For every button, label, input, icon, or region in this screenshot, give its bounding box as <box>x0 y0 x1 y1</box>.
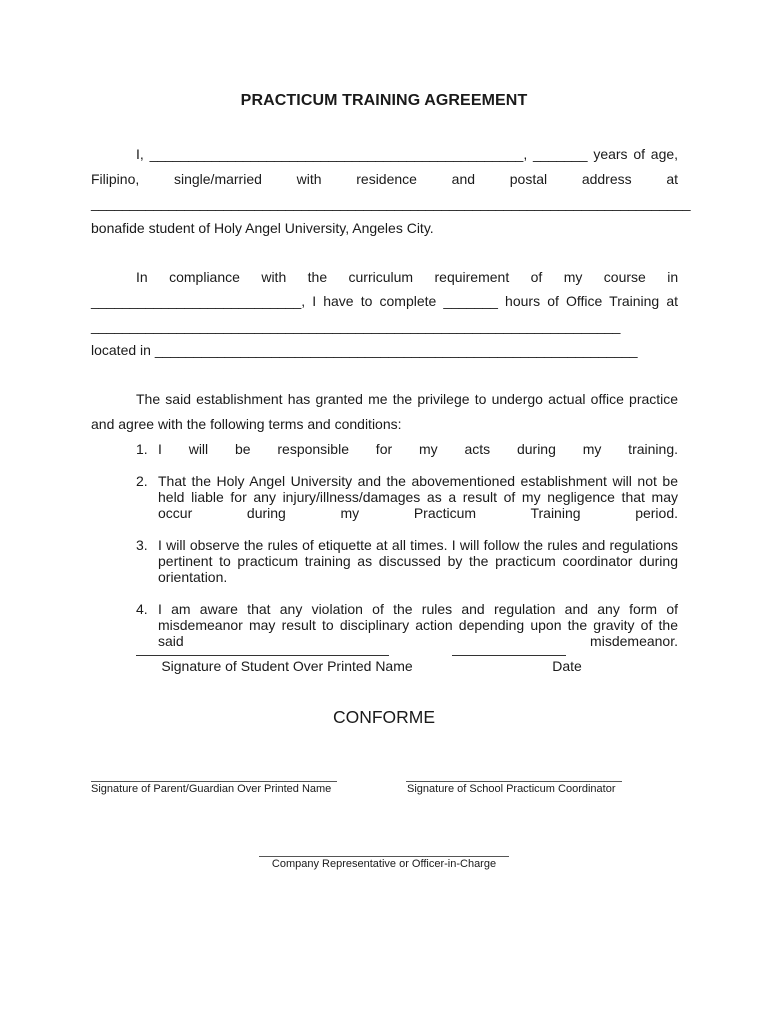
paragraph2-line2 <box>91 293 678 310</box>
student-signature-label: Signature of Student Over Printed Name <box>161 658 413 674</box>
p2l2-word: have <box>323 293 354 309</box>
paragraph2-line4 <box>91 342 638 359</box>
p2l2-word: Training <box>609 293 660 309</box>
p3l1-word: to <box>474 391 487 407</box>
p2l1-word: In <box>136 269 148 285</box>
p2l1-word: my <box>563 269 583 285</box>
p2l1-word: in <box>667 269 679 285</box>
p3l1-word: The <box>136 391 161 407</box>
location-blank: ______________________________________________________________ <box>154 342 638 358</box>
p1-lead: I, <box>136 146 144 162</box>
student-signature-line <box>136 655 389 656</box>
term-text: I am aware that any violation of the rules and regulation and any form of misdemeanor may result to disciplinary action depending upon the gravity of the said misdemeanor. <box>158 601 678 649</box>
hours-blank: _______ <box>443 293 498 309</box>
term-number: 1. <box>136 441 148 457</box>
term-item <box>136 473 678 537</box>
p2l2-word: of <box>547 293 559 309</box>
term-text: I will be responsible for my acts during my training. <box>158 441 678 457</box>
paragraph1-line2 <box>91 171 678 188</box>
p1l2-word: address <box>581 171 632 187</box>
p2l2-word: at <box>666 293 679 309</box>
course-blank: ___________________________, <box>91 293 306 309</box>
p1l2-word: with <box>296 171 322 187</box>
p3l1-word: office <box>590 391 624 407</box>
term-item <box>136 537 678 601</box>
p2l2-word: to <box>360 293 373 309</box>
p1l2-word: at <box>666 171 679 187</box>
parent-signature-label: Signature of Parent/Guardian Over Printed Name <box>91 783 332 795</box>
paragraph2-line1 <box>91 269 678 286</box>
p2l1-word: the <box>307 269 328 285</box>
term-item <box>136 441 678 473</box>
term-text: I will observe the rules of etiquette at all times. I will follow the rules and regulations pertinent to practicum training as discussed by the practicum coordinator during orientation. <box>158 537 678 585</box>
parent-signature-line <box>91 781 337 782</box>
p3l1-word: me <box>368 391 388 407</box>
p3l1-word: actual <box>548 391 586 407</box>
paragraph3-line1 <box>91 391 678 408</box>
term-number: 3. <box>136 537 148 553</box>
p3l1-word: practice <box>629 391 679 407</box>
conforme-heading: CONFORME <box>332 707 436 727</box>
term-number: 2. <box>136 473 148 489</box>
paragraph3-line2: and agree with the following terms and conditions: <box>91 416 402 432</box>
p3l1-word: establishment <box>196 391 283 407</box>
p2l1-word: compliance <box>169 269 240 285</box>
term-text: That the Holy Angel University and the abovementioned establishment will not be held liable for any injury/illness/damages as a result of my negligence that may occur during my Practicum Training period. <box>158 473 678 521</box>
p2l2-word: hours <box>505 293 541 309</box>
p3l1-word: the <box>392 391 413 407</box>
p1l2-word: residence <box>356 171 417 187</box>
date-line <box>452 655 566 656</box>
p2l1-word: course <box>603 269 646 285</box>
document-title: PRACTICUM TRAINING AGREEMENT <box>240 92 528 109</box>
term-number: 4. <box>136 601 148 617</box>
p1l2-word: Filipino, <box>91 171 140 187</box>
company-signature-label: Company Representative or Officer-in-Charge <box>271 858 497 870</box>
student-name-blank: ________________________________________________, <box>149 146 528 162</box>
p2l2-word: Office <box>565 293 603 309</box>
p1l2-word: postal <box>509 171 548 187</box>
p2l1-word: requirement <box>434 269 510 285</box>
p2l2-word: I <box>312 293 317 309</box>
p3l1-word: said <box>165 391 191 407</box>
p3l1-word: privilege <box>417 391 470 407</box>
located-in-label: located in <box>91 342 151 358</box>
coordinator-signature-label: Signature of School Practicum Coordinator <box>407 783 616 795</box>
age-blank: _______ <box>533 146 588 162</box>
company-signature-line <box>259 856 509 857</box>
p3l1-word: has <box>287 391 311 407</box>
date-label: Date <box>552 658 582 674</box>
p1l2-word: and <box>451 171 476 187</box>
paragraph1-line1 <box>91 146 678 163</box>
establishment-blank: ____________________________________________________________________ <box>91 318 621 334</box>
p2l1-word: curriculum <box>348 269 414 285</box>
p2l1-word: of <box>530 269 543 285</box>
p3l1-word: undergo <box>491 391 543 407</box>
terms-list <box>136 441 678 665</box>
p1-age-text: years of age, <box>593 146 679 162</box>
coordinator-signature-line <box>406 781 622 782</box>
p2l1-word: with <box>261 269 287 285</box>
address-blank: _____________________________________________________________________________ <box>91 195 691 211</box>
p3l1-word: granted <box>315 391 363 407</box>
paragraph1-line4: bonafide student of Holy Angel University, Angeles City. <box>91 220 434 236</box>
p2l2-word: complete <box>379 293 437 309</box>
p1l2-word: single/married <box>173 171 262 187</box>
